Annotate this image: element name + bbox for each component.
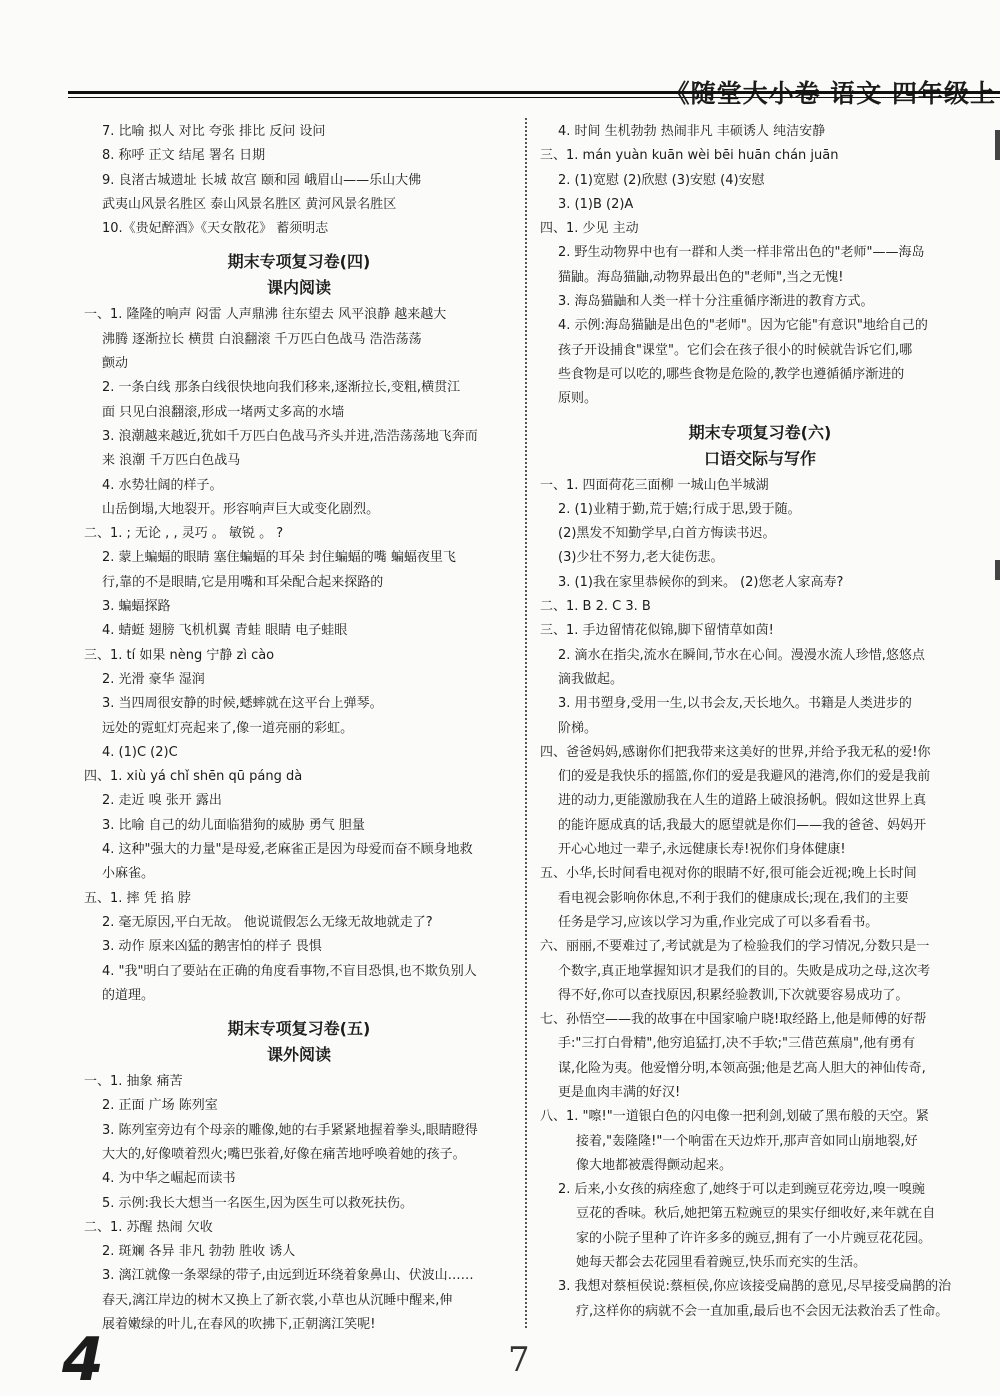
answer-line: 4. 这种"强大的力量"是母爱,老麻雀正是因为母爱而奋不顾身地救: [102, 842, 473, 858]
answer-line: 疗,这样你的病就不会一直加重,最后也不会因无法救治丢了性命。: [576, 1303, 949, 1319]
header-rule-thick: [68, 91, 1000, 94]
answer-line: 孩子开设捕食"课堂"。它们会在孩子很小的时候就告诉它们,哪: [558, 342, 913, 358]
answer-line: 猫鼬。海岛猫鼬,动物界最出色的"老师",当之无愧!: [558, 269, 844, 285]
left-column: [84, 120, 514, 1337]
answer-line: 4. 水势壮阔的样子。: [102, 477, 223, 493]
answer-line: 2. (1)业精于勤,荒于嬉;行成于思,毁于随。: [558, 501, 801, 517]
answer-line: 三、1. tí 如果 nèng 宁静 zì cào: [84, 647, 275, 663]
answer-line: 们的爱是我快乐的摇篮,你们的爱是我避风的港湾,你们的爱是我前: [558, 769, 931, 785]
answer-line: 大大的,好像喷着烈火;嘴巴张着,好像在痛苦地呼唤着她的孩子。: [102, 1146, 466, 1162]
answer-line: 二、1. B 2. C 3. B: [540, 599, 651, 615]
answer-line: 4. 蜻蜓 翅膀 飞机机翼 青蛙 眼睛 电子蛙眼: [102, 623, 348, 639]
answer-line: 展着嫩绿的叶儿,在春风的吹拂下,正朝漓江笑呢!: [102, 1317, 376, 1333]
answer-line: 3. 动作 原来凶猛的鹅害怕的样子 畏惧: [102, 939, 322, 955]
answer-line: 四、爸爸妈妈,感谢你们把我带来这美好的世界,并给予我无私的爱!你: [540, 744, 931, 760]
answer-line: 阶梯。: [558, 720, 598, 736]
right-column: [540, 120, 980, 1324]
section-title: 期末专项复习卷(五): [227, 1019, 371, 1039]
answer-line: 8. 称呼 正文 结尾 署名 日期: [102, 148, 266, 164]
answer-line: 山岳倒塌,大地裂开。形容响声巨大或变化剧烈。: [102, 501, 380, 517]
answer-line: 2. 毫无原因,平白无故。 他说谎假怎么无缘无故地就走了?: [102, 914, 433, 930]
answer-line: 三、1. 手边留情花似锦,脚下留情草如茵!: [540, 623, 774, 639]
answer-line: 一、1. 隆隆的响声 闷雷 人声鼎沸 往东望去 风平浪静 越来越大: [84, 307, 447, 323]
answer-line: 4. 时间 生机勃勃 热闹非凡 丰硕诱人 纯洁安静: [558, 124, 826, 139]
answer-line: 2. 正面 广场 陈列室: [102, 1098, 218, 1114]
answer-line: 八、1. "嚓!"一道银白色的闪电像一把利剑,划破了黑布般的天空。紧: [540, 1109, 929, 1125]
section-title: 期末专项复习卷(四): [227, 252, 371, 272]
answer-line: 10.《贵妃醉酒》《天女散花》 蓄须明志: [102, 221, 329, 237]
answer-line: 六、丽丽,不要难过了,考试就是为了检验我们的学习情况,分数只是一: [540, 939, 930, 955]
section-subtitle: 课内阅读: [266, 278, 331, 298]
answer-line: 2. 后来,小女孩的病痊愈了,她终于可以走到豌豆花旁边,嗅一嗅豌: [558, 1182, 925, 1198]
answer-line: 五、小华,长时间看电视对你的眼睛不好,很可能会近视;晚上长时间: [540, 866, 917, 882]
answer-line: 些食物是可以吃的,哪些食物是危险的,教学也遵循循序渐进的: [558, 366, 905, 382]
answer-line: 4. "我"明白了要站在正确的角度看事物,不盲目恐惧,也不欺负别人: [102, 963, 477, 979]
answer-line: 面 只见白浪翻滚,形成一堵两丈多高的水墙: [102, 404, 345, 420]
answer-line: 4. 为中华之崛起而读书: [102, 1171, 236, 1187]
answer-line: 3. 海岛猫鼬和人类一样十分注重循序渐进的教育方式。: [558, 294, 874, 310]
answer-line: 的能许愿成真的话,我最大的愿望就是你们——我的爸爸、妈妈开: [558, 817, 927, 833]
answer-line: 3. 浪潮越来越近,犹如千万匹白色战马齐头并进,浩浩荡荡地飞奔而: [102, 428, 478, 444]
answer-line: 3. (1)B (2)A: [558, 196, 634, 212]
answer-line: 的道理。: [102, 987, 155, 1003]
column-divider: [525, 118, 527, 1328]
answer-line: 春天,漓江岸边的树木又换上了新衣裳,小草也从沉睡中醒来,伸: [102, 1292, 453, 1308]
answer-line: 得不好,你可以查找原因,积累经验教训,下次就要容易成功了。: [558, 987, 909, 1003]
answer-line: 沸腾 逐渐拉长 横贯 白浪翻滚 千万匹白色战马 浩浩荡荡: [102, 331, 422, 347]
answer-line: 4. 示例:海岛猫鼬是出色的"老师"。因为它能"有意识"地给自己的: [558, 318, 928, 334]
answer-line: 看电视会影响你休息,不利于我们的健康成长;现在,我们的主要: [558, 890, 909, 906]
answer-line: 她每天都会去花园里看着豌豆,快乐而充实的生活。: [576, 1255, 867, 1271]
answer-line: 9. 良渚古城遗址 长城 故宫 颐和园 峨眉山——乐山大佛: [102, 172, 422, 188]
answer-line: 三、1. mán yuàn kuān wèi bēi huān chán juān: [540, 148, 839, 164]
answer-line: 四、1. xiù yá chǐ shēn qū páng dà: [84, 769, 303, 785]
answer-line: 来 浪潮 千万匹白色战马: [102, 453, 241, 469]
answer-line: 3. 用书塑身,受用一生,以书会友,天长地久。书籍是人类进步的: [558, 696, 912, 712]
section-subtitle: 课外阅读: [266, 1045, 331, 1065]
answer-line: 谋,化险为夷。他爱憎分明,本领高强;他是艺高人胆大的神仙传奇,: [558, 1060, 926, 1076]
answer-line: 3. 比喻 自己的幼儿面临猎狗的威胁 勇气 胆量: [102, 817, 365, 833]
answer-line: 远处的霓虹灯亮起来了,像一道亮丽的彩虹。: [102, 720, 354, 736]
answer-line: (2)黑发不知勤学早,白首方悔读书迟。: [558, 526, 776, 542]
answer-line: 手:"三打白骨精",他穷追猛打,决不手软;"三借芭蕉扇",他有勇有: [558, 1036, 916, 1052]
answer-line: 4. (1)C (2)C: [102, 744, 178, 760]
header-rule-thin: [68, 97, 1000, 98]
answer-line: (3)少壮不努力,老大徒伤悲。: [558, 550, 724, 566]
answer-line: 7. 比喻 拟人 对比 夸张 排比 反问 设问: [102, 124, 326, 139]
answer-line: 二、1. ; 无论 , , 灵巧 。 敏锐 。 ?: [84, 526, 284, 542]
answer-line: 小麻雀。: [102, 866, 155, 882]
answer-line: 一、1. 抽象 痛苦: [84, 1074, 183, 1090]
answer-line: 5. 示例:我长大想当一名医生,因为医生可以救死扶伤。: [102, 1195, 414, 1211]
answer-line: 颤动: [102, 356, 129, 372]
answer-line: 一、1. 四面荷花三面柳 一城山色半城湖: [540, 477, 769, 493]
answer-line: 个数字,真正地掌握知识才是我们的目的。失败是成功之母,这次考: [558, 963, 931, 979]
page-number: 4: [62, 1325, 104, 1395]
answer-line: 2. 蒙上蝙蝠的眼睛 塞住蝙蝠的耳朵 封住蝙蝠的嘴 蝙蝠夜里飞: [102, 550, 456, 566]
answer-line: 2. 野生动物界中也有一群和人类一样非常出色的"老师"——海岛: [558, 245, 925, 261]
answer-line: 接着,"轰隆隆!"一个响雷在天边炸开,那声音如同山崩地裂,好: [576, 1133, 918, 1149]
section-subtitle: 口语交际与写作: [703, 448, 816, 468]
edge-scan-mark: [995, 130, 1000, 160]
answer-line: 五、1. 摔 凭 掐 脖: [84, 890, 191, 906]
answer-line: 七、孙悟空——我的故事在中国家喻户晓!取经路上,他是师傅的好帮: [540, 1012, 927, 1028]
answer-line: 3. (1)我在家里恭候你的到来。 (2)您老人家高寿?: [558, 574, 844, 590]
answer-line: 3. 陈列室旁边有个母亲的雕像,她的右手紧紧地握着拳头,眼睛瞪得: [102, 1122, 478, 1138]
answer-line: 任务是学习,应该以学习为重,作业完成了可以多看看书。: [558, 914, 879, 930]
handwritten-mark: 7: [508, 1340, 530, 1380]
answer-line: 像大地都被震得颤动起来。: [576, 1157, 733, 1173]
answer-line: 进的动力,更能激励我在人生的道路上破浪扬帆。假如这世界上真: [558, 793, 927, 809]
answer-line: 2. 光滑 豪华 湿润: [102, 671, 205, 687]
answer-line: 3. 当四周很安静的时候,蟋蟀就在这平台上弹琴。: [102, 696, 383, 712]
answer-line: 2. 滴水在指尖,流水在瞬间,节水在心间。漫漫水流人珍惜,悠悠点: [558, 647, 925, 663]
answer-line: 家的小院子里种了许许多多的豌豆,拥有了一小片豌豆花花园。: [576, 1230, 932, 1246]
answer-line: 二、1. 苏醒 热闹 欠收: [84, 1219, 213, 1235]
answer-line: 2. 斑斓 各异 非凡 勃勃 胜收 诱人: [102, 1244, 296, 1260]
section-title: 期末专项复习卷(六): [688, 422, 832, 442]
answer-line: 3. 漓江就像一条翠绿的带子,由远到近环绕着象鼻山、伏波山……: [102, 1268, 474, 1284]
answer-line: 滴我做起。: [558, 671, 624, 687]
answer-line: 2. 一条白线 那条白线很快地向我们移来,逐渐拉长,变粗,横贯江: [102, 380, 461, 396]
answer-line: 更是血肉丰满的好汉!: [558, 1084, 681, 1100]
answer-line: 2. 走近 嗅 张开 露出: [102, 793, 222, 809]
answer-line: 开心心地过一辈子,永远健康长寿!祝你们身体健康!: [558, 842, 846, 858]
answer-line: 四、1. 少见 主动: [540, 221, 639, 237]
answer-line: 行,靠的不是眼睛,它是用嘴和耳朵配合起来探路的: [102, 574, 384, 590]
answer-line: 2. (1)宽慰 (2)欣慰 (3)安慰 (4)安慰: [558, 172, 765, 188]
edge-scan-mark: [995, 560, 1000, 580]
answer-line: 3. 我想对蔡桓侯说:蔡桓侯,你应该接受扁鹊的意见,尽早接受扁鹊的治: [558, 1279, 952, 1295]
answer-line: 豆花的香味。秋后,她把第五粒豌豆的果实仔细收好,来年就在自: [576, 1206, 936, 1222]
answer-line: 原则。: [558, 391, 598, 407]
answer-line: 武夷山风景名胜区 泰山风景名胜区 黄河风景名胜区: [102, 196, 397, 212]
answer-line: 3. 蝙蝠探路: [102, 599, 171, 615]
